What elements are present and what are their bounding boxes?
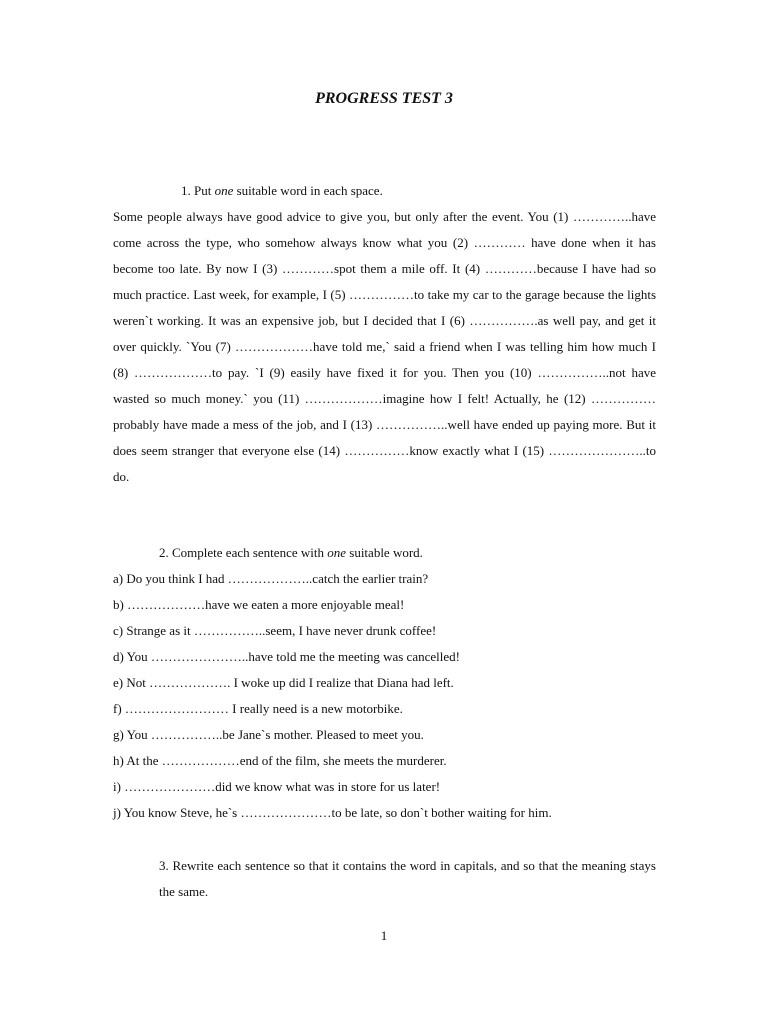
exercise-2 xyxy=(113,540,656,826)
exercise-2-heading xyxy=(113,540,656,566)
exercise-2-heading-emphasis: one xyxy=(327,545,347,560)
exercise-2-item-h: h) At the ………………end of the film, she meets the murderer. xyxy=(113,753,447,768)
exercise-1-heading-emphasis: one xyxy=(214,183,234,198)
exercise-2-item-c: c) Strange as it ……………..seem, I have never drunk coffee! xyxy=(113,623,437,638)
exercise-2-heading-pre: 2. Complete each sentence with xyxy=(159,545,328,560)
page-title: PROGRESS TEST 3 xyxy=(315,90,453,107)
exercise-2-item-e: e) Not ………………. I woke up did I realize that Diana had left. xyxy=(113,675,454,690)
page-number: 1 xyxy=(380,928,388,943)
exercise-3-instruction: 3. Rewrite each sentence so that it contains the word in capitals, and so that the meaning stays the same. xyxy=(159,858,656,899)
exercise-1-text: Some people always have good advice to give you, but only after the event. You (1) …………..have come across the type, who somehow always know what you (2) ………… have done when it has become too late. By now I (3) …………spot them a mile off. It (4) …………because I have had so much practice. Last week, for example, I (5) ……………to take my car to the garage because the lights weren`t working. It was an expensive job, but I decided that I (6) …………….as well pay, and get it over quickly. `You (7) ………………have told me,` said a friend when I was telling him how much I (8) ………………to pay. `I (9) easily have fixed it for you. Then you (10) ……………..not have wasted so much money.` you (11) ………………imagine how I felt! Actually, he (12) ……………probably have made a mess of the job, and I (13) ……………..well have ended up paying more. But it does seem stranger that everyone else (14) ……………know exactly what I (15) …………………..to do. xyxy=(113,209,656,484)
exercise-2-heading-post: suitable word. xyxy=(346,545,423,560)
exercise-2-item-a: a) Do you think I had ………………..catch the earlier train? xyxy=(113,571,429,586)
exercise-3 xyxy=(113,853,656,905)
exercise-1-heading-post: suitable word in each space. xyxy=(233,183,383,198)
exercise-1 xyxy=(113,178,656,490)
exercise-2-item-i: i) …………………did we know what was in store for us later! xyxy=(113,779,441,794)
exercise-2-item-b: b) ………………have we eaten a more enjoyable meal! xyxy=(113,597,405,612)
exercise-2-item-f: f) …………………… I really need is a new motorbike. xyxy=(113,701,403,716)
exercise-1-heading-pre: 1. Put xyxy=(181,183,215,198)
exercise-2-item-d: d) You …………………..have told me the meeting was cancelled! xyxy=(113,649,460,664)
exercise-2-item-g: g) You ……………..be Jane`s mother. Pleased to meet you. xyxy=(113,727,424,742)
exercise-2-item-j: j) You know Steve, he`s …………………to be late, so don`t bother waiting for him. xyxy=(113,805,552,820)
exercise-1-heading xyxy=(113,178,656,204)
